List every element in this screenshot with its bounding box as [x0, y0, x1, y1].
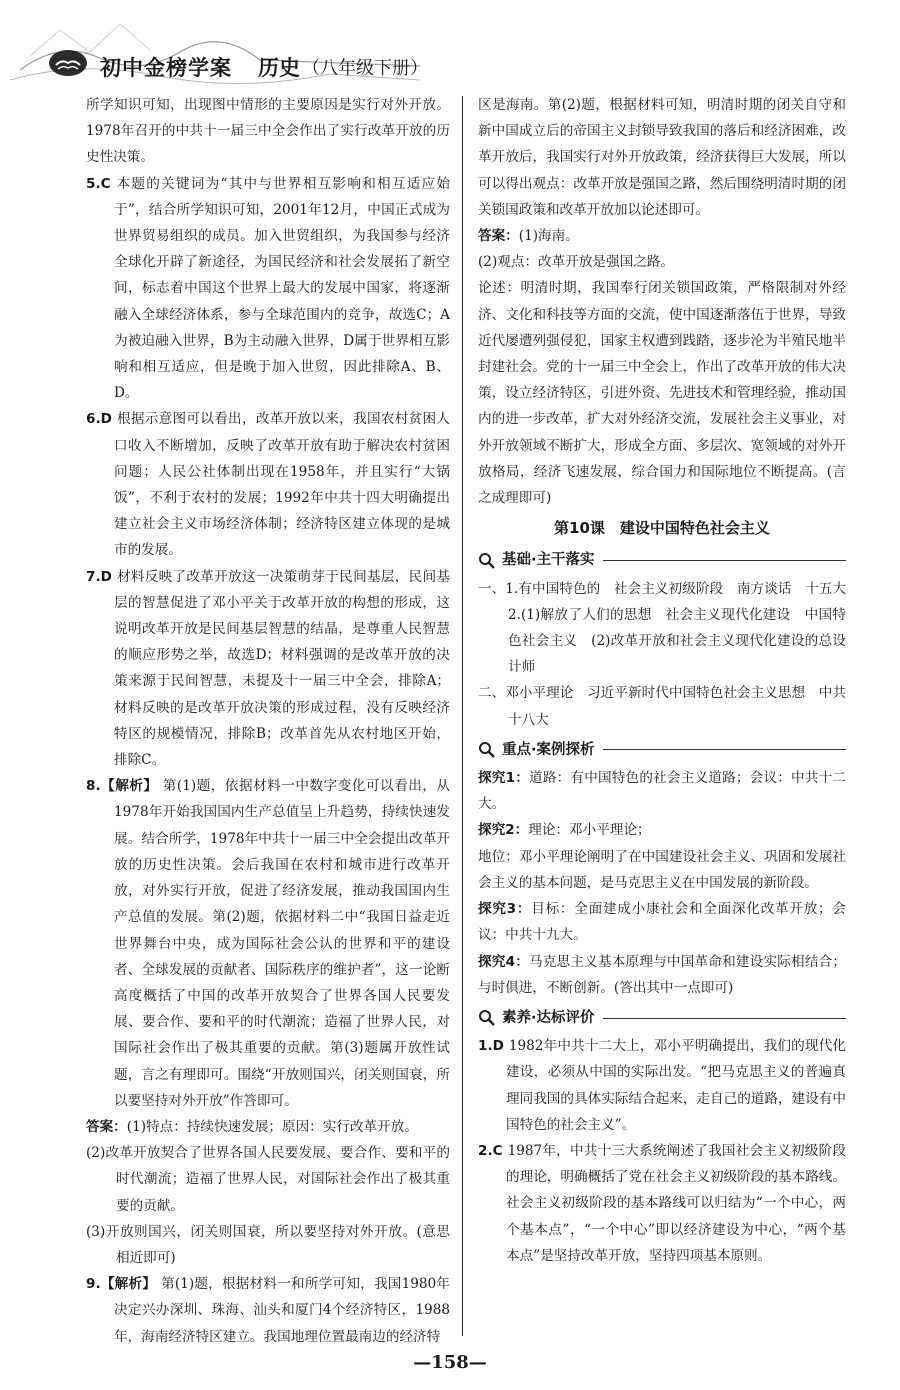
item-number: 6.D [86, 411, 117, 428]
answer-item [86, 406, 450, 563]
paragraph [86, 1140, 450, 1219]
body-text: 论述：明清时期，我国奉行闭关锁国政策，严格限制对外经济、文化和科技等方面的交流，使中国逐渐落伍于世界，导致近代屡遭列强侵犯，国家主权遭到践踏，逐步沦为半殖民地半封建社会。党的十一届三中全会上，作出了改革开放的伟大决策，设立经济特区，引进外资、先进技术和管理经验，推动国内的进一步改革，扩大对外经济交流，发展社会主义事业，对外开放领域不断扩大，形成全方面、多层次、宽领域的对外开放格局，经济飞速发展，综合国力和国际地位不断提高。(言之成理即可) [478, 280, 846, 507]
lesson-title: 第10课 建设中国特色社会主义 [554, 519, 770, 538]
body-text: (3)开放则国兴，闭关则国衰，所以要坚持对外开放。(意思相近即可) [86, 1223, 450, 1266]
section-title: 素养·达标评价 [502, 1009, 595, 1026]
label-text: 答案： [478, 228, 519, 245]
item-number: 5.C [86, 175, 117, 192]
paragraph [86, 1219, 450, 1271]
section-rule [603, 749, 846, 750]
page-number: —158— [413, 1352, 487, 1373]
paragraph [478, 223, 846, 249]
column-divider [462, 96, 463, 1336]
body-text: 本题的关键词为“其中与世界相互影响和相互适应始于”，结合所学知识可知，2001年12月，中国正式成为世界贸易组织的成员。加入世贸组织，为我国参与经济全球化开辟了新途径，为国民经济和社会发展拓了新空间，标志着中国这个世界上最大的发展中国家，将逐渐融入全球经济体系，参与全球范围内的竞争，故选C；A为被迫融入世界，B为主动融入世界，D属于世界相互影响和相互适应，但是晚于加入世贸，因此排除A、B、D。 [114, 175, 450, 402]
label-text: 探究2： [478, 822, 529, 839]
body-text: (1)特点：持续快速发展；原因：实行改革开放。 [126, 1118, 418, 1135]
section-heading [478, 737, 846, 763]
paragraph [478, 844, 846, 896]
answer-item [478, 1138, 846, 1269]
body-text: (2)改革开放契合了世界各国人民要发展、要合作、要和平的时代潮流；造福了世界人民，对国际社会作出了极其重要的贡献。 [86, 1145, 450, 1214]
magnifier-icon [478, 552, 496, 570]
body-text: 第(1)题，依据材料一中数字变化可以看出，从1978年开始我国国内生产总值呈上升趋势，持续快速发展。结合所学，1978年中共十一届三中全会提出改革开放的历史性决策。会后我国在农村和城市进行改革开放，对外实行开放，促进了经济发展，推动我国国内生产总值的发展。第(2)题，依据材料二中“我国日益走近世界舞台中央，成为国际社会公认的世界和平的建设者、全球发展的贡献者、国际秩序的维护者”，这一论断高度概括了中国的改革开放契合了世界各国人民要发展、要合作、要和平的时代潮流；造福了世界人民，对国际社会作出了极其重要的贡献。第(3)题属开放性试题，言之有理即可。围绕“开放则国兴，闭关则国衰，所以要坚持对外开放”作答即可。 [114, 778, 450, 1109]
body-text: 1987年，中共十三大系统阐述了我国社会主义初级阶段的理论，明确概括了党在社会主义初级阶段的基本路线。社会主义初级阶段的基本路线可以归结为“一个中心，两个基本点”，“一个中心”即以经济建设为中心，“两个基本点”是坚持改革开放，坚持四项基本原则。 [506, 1142, 847, 1264]
body-text: 所学知识可知，出现图中情形的主要原因是实行对外开放。1978年召开的中共十一届三中全会作出了实行改革开放的历史性决策。 [86, 97, 450, 166]
paragraph [86, 92, 450, 171]
body-text: 材料反映了改革开放这一决策萌芽于民间基层，民间基层的智慧促进了邓小平关于改革开放的构想的形成，这说明改革开放是民间基层智慧的结晶，是尊重人民智慧的顺应形势之举，故选D；材料强调的是改革开放的决策来源于民间智慧，未提及十一届三中全会，排除A；材料反映的是改革开放决策的形成过程，没有反映经济特区的规模情况，排除B；改革首先从农村地区开始，排除C。 [114, 568, 450, 769]
section-rule [603, 1018, 846, 1019]
paragraph [86, 1114, 450, 1140]
answer-item [86, 1271, 450, 1350]
answer-item [86, 564, 450, 774]
grade-label: （八年级下册） [302, 58, 428, 79]
page-header [0, 0, 900, 88]
body-text: 目标：全面建成小康社会和全面深化改革开放；会议：中共十九大。 [478, 901, 846, 944]
item-number: 7.D [86, 568, 117, 585]
item-number: 2.C [478, 1142, 508, 1159]
body-text: 地位：邓小平理论阐明了在中国建设社会主义、巩固和发展社会主义的基本问题，是马克思主义在中国发展的新阶段。 [478, 848, 846, 891]
body-text: (2)观点：改革开放是强国之路。 [478, 254, 674, 271]
book-title: 初中金榜学案 [100, 56, 232, 80]
magnifier-icon [478, 1009, 496, 1027]
left-column [86, 92, 450, 1350]
body-text: (1)海南。 [518, 228, 579, 245]
paragraph [478, 949, 846, 1001]
body-text: 一、1.有中国特色的 社会主义初级阶段 南方谈话 十五大 2.(1)解放了人们的思想 社会主义现代化建设 中国特色社会主义 (2)改革开放和社会主义现代化建设的总设计师 [478, 580, 860, 676]
body-text: 第(1)题，根据材料一和所学可知，我国1980年决定兴办深圳、珠海、汕头和厦门4个经济特区，1988年，海南经济特区建立。我国地理位置最南边的经济特 [114, 1276, 450, 1345]
right-column [478, 92, 860, 1269]
item-number: 8.【解析】 [86, 778, 163, 795]
label-text: 探究4： [478, 953, 530, 970]
section-heading [478, 547, 846, 573]
answer-item [478, 1033, 846, 1138]
paragraph [478, 896, 846, 948]
section-heading [478, 1005, 846, 1031]
label-text: 探究3： [478, 901, 532, 918]
item-number: 9.【解析】 [86, 1276, 162, 1293]
section-rule [603, 560, 846, 561]
section-title: 重点·案例探析 [502, 741, 595, 758]
body-text: 根据示意图可以看出，改革开放以来，我国农村贫困人口收入不断增加，反映了改革开放有助于解决农村贫困问题；人民公社体制出现在1958年，并且实行“大锅饭”，不利于农村的发展；1992年中共十四大明确提出建立社会主义市场经济体制；经济特区建立体现的是城市的发展。 [114, 411, 450, 559]
body-text: 理论：邓小平理论； [528, 822, 651, 839]
body-text: 区是海南。第(2)题，根据材料可知，明清时期的闭关自守和新中国成立后的帝国主义封锁导致我国的落后和经济困难，改革开放后，我国实行对外开放政策，经济获得巨大发展，所以可以得出观点：改革开放是强国之路，然后围绕明清时期的闭关锁国政策和改革开放加以论述即可。 [478, 97, 846, 218]
paragraph [478, 275, 846, 511]
paragraph [478, 92, 846, 223]
body-text: 二、邓小平理论 习近平新时代中国特色社会主义思想 中共十八大 [478, 685, 846, 728]
paragraph [478, 765, 846, 817]
answer-item [86, 171, 450, 407]
item-number: 1.D [478, 1038, 509, 1055]
magnifier-icon [478, 741, 496, 759]
section-title: 基础·主干落实 [502, 552, 595, 569]
paragraph [478, 817, 846, 843]
answer-item [86, 773, 450, 1114]
book-logo-icon [48, 48, 88, 78]
subject-label: 历史 [258, 56, 300, 80]
paragraph [478, 576, 860, 681]
paragraph [478, 249, 846, 275]
paragraph [478, 680, 846, 732]
body-text: 1982年中共十二大上，邓小平明确提出，我们的现代化建设，必须从中国的实际出发。“把马克思主义的普遍真理同我国的具体实际结合起来，走自己的道路，建设有中国特色的社会主义”。 [506, 1038, 847, 1133]
body-text: 马克思主义基本原理与中国革命和建设实际相结合；与时俱进，不断创新。(答出其中一点即可) [478, 953, 846, 996]
label-text: 探究1： [478, 770, 530, 787]
label-text: 答案： [86, 1118, 127, 1135]
body-text: 道路：有中国特色的社会主义道路；会议：中共十二大。 [478, 770, 846, 813]
